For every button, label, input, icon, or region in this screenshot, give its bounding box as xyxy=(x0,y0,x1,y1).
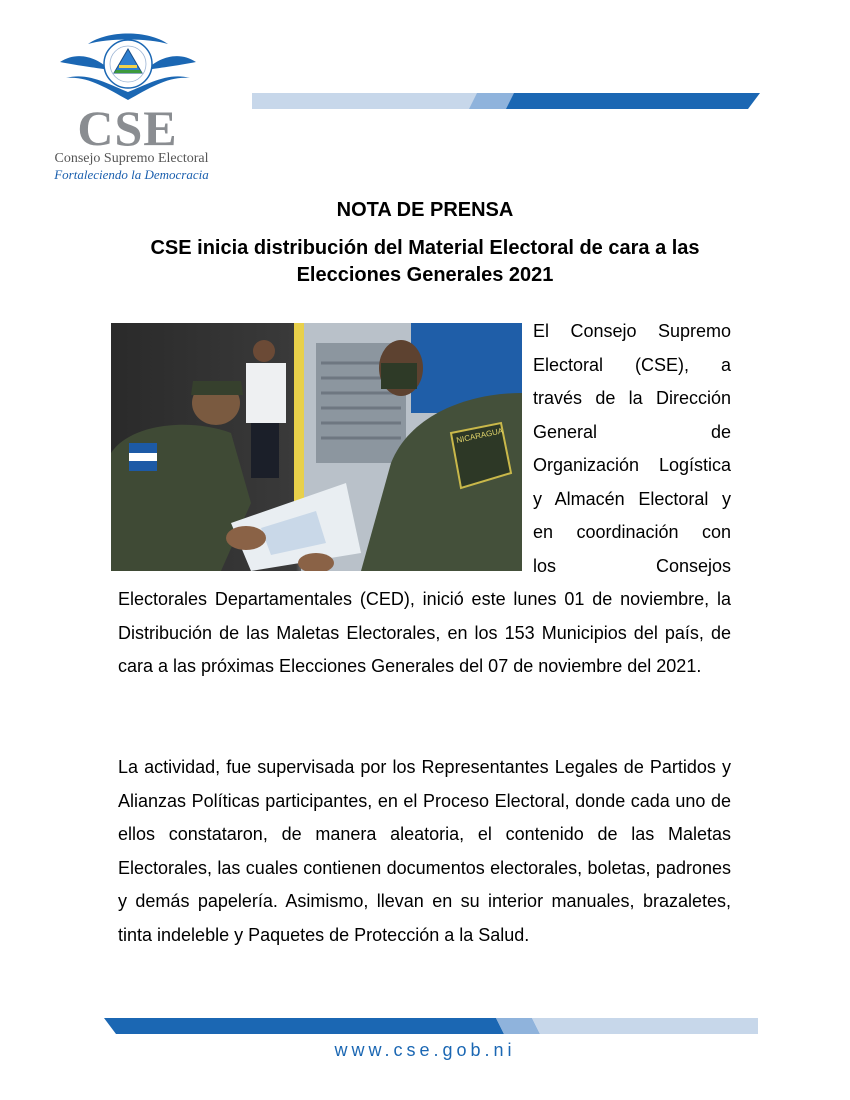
paragraph-1-line: en coordinación con xyxy=(533,522,731,542)
paragraph-1-line: Electoral (CSE), a xyxy=(533,354,731,375)
patch-text: NICARAGUA xyxy=(455,426,504,445)
press-label: NOTA DE PRENSA xyxy=(336,199,514,221)
logo-org-name: Consejo Supremo Electoral xyxy=(54,151,209,166)
paragraph-1-continuation: Electorales Departamentales (CED), inició este lunes 01 de noviembre, la Distribución de las Maletas Electorales, en los 153 Municipios del país, de cara a las próximas Elecciones Generales del 07 de noviembre del 2021. xyxy=(118,589,731,676)
headline-line-1: CSE inicia distribución del Material Electoral de cara a las xyxy=(150,237,700,259)
news-photo xyxy=(111,323,522,571)
headline xyxy=(100,235,750,289)
paragraph-1-line: General de xyxy=(533,421,731,442)
paragraph-1-line: y Almacén Electoral y xyxy=(533,488,731,509)
paragraph-1-line: los Consejos xyxy=(533,555,731,576)
paragraph-1-line: Organización Logística xyxy=(533,455,731,475)
logo-acronym: CSE xyxy=(77,100,178,156)
cse-logo xyxy=(40,28,220,188)
paragraph-1-line: través de la Dirección xyxy=(533,388,731,408)
paragraph-1-line: El Consejo Supremo xyxy=(533,321,731,341)
soldiers-unloading-photo xyxy=(111,323,522,571)
logo-tagline: Fortaleciendo la Democracia xyxy=(54,167,209,182)
headline-line-2: Elecciones Generales 2021 xyxy=(296,264,554,286)
paragraph-2: La actividad, fue supervisada por los Representantes Legales de Partidos y Alianzas Políticas participantes, en el Proceso Electoral, donde cada uno de ellos constataron, de manera aleatoria, el contenido de las Maletas Electorales, las cuales contienen documentos electorales, boletas, padrones y demás papelería. Asimismo, llevan en su interior manuales, brazaletes, tinta indeleble y Paquetes de Protección a la Salud. xyxy=(118,757,731,945)
cse-emblem-icon xyxy=(58,28,198,108)
footer-website-link[interactable]: www.cse.gob.ni xyxy=(334,1040,516,1060)
header-stripe xyxy=(252,93,760,109)
paragraph-1-side-text xyxy=(533,315,731,583)
footer-stripe xyxy=(104,1018,758,1034)
